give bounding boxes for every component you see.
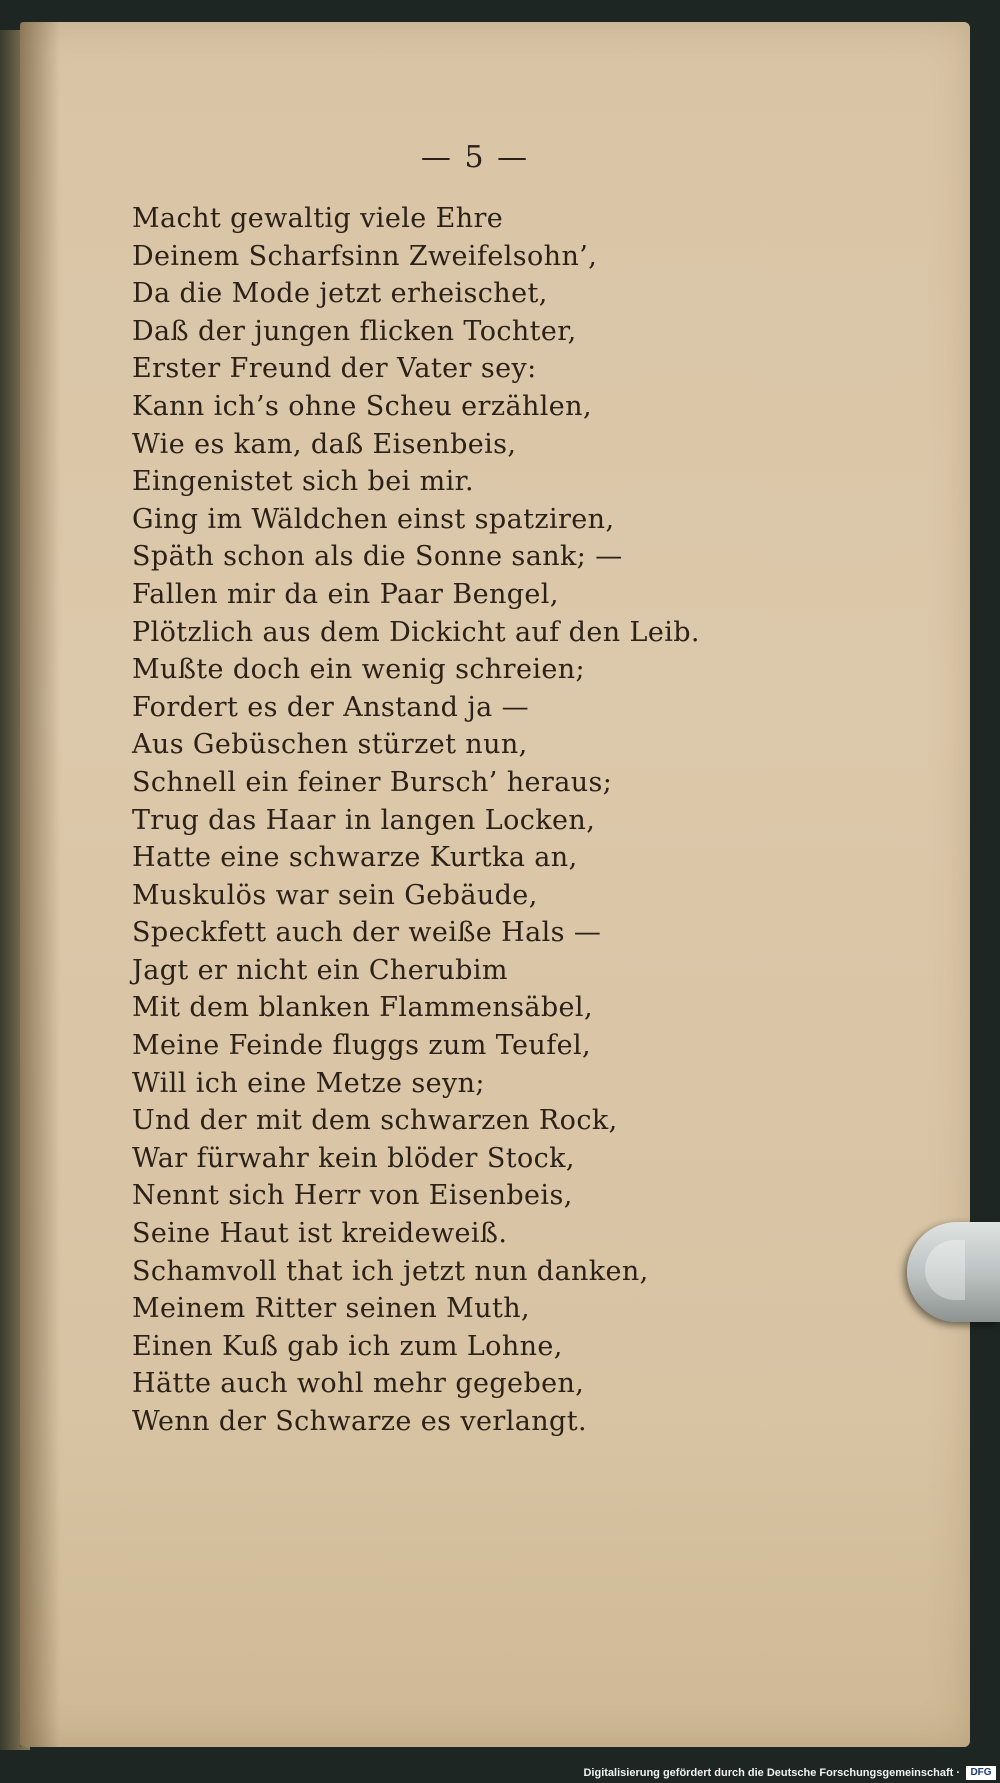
poem-line: Plötzlich aus dem Dickicht auf den Leib. [132, 616, 700, 648]
poem-line: Muskulös war sein Gebäude, [132, 879, 538, 911]
digitization-credit: Digitalisierung gefördert durch die Deutsche Forschungsgemeinschaft · [583, 1767, 960, 1779]
poem-line: Mußte doch ein wenig schreien; [132, 654, 586, 686]
poem-line: Fallen mir da ein Paar Bengel, [132, 578, 559, 610]
poem-line: Schnell ein feiner Bursch’ heraus; [132, 766, 613, 798]
poem-line: Ging im Wäldchen einst spatziren, [132, 503, 615, 535]
poem-line: Trug das Haar in langen Locken, [132, 804, 596, 836]
poem-line: Hätte auch wohl mehr gegeben, [132, 1368, 585, 1400]
poem-line: Nennt sich Herr von Eisenbeis, [132, 1180, 573, 1212]
page-number: — 5 — [420, 140, 530, 175]
poem-line: Jagt er nicht ein Cherubim [132, 954, 508, 986]
poem-line: Späth schon als die Sonne sank; — [132, 541, 623, 573]
poem-line: Meinem Ritter seinen Muth, [132, 1293, 531, 1325]
poem-line: Wenn der Schwarze es verlangt. [132, 1406, 587, 1437]
poem-line: Erster Freund der Vater sey: [132, 353, 537, 385]
poem-line: Einen Kuß gab ich zum Lohne, [132, 1330, 563, 1362]
dfg-logo: DFG [966, 1766, 996, 1780]
poem-line: Wie es kam, daß Eisenbeis, [132, 428, 517, 460]
poem-line: Aus Gebüschen stürzet nun, [132, 729, 528, 761]
poem-line: Kann ich’s ohne Scheu erzählen, [132, 390, 592, 422]
poem-line: Will ich eine Metze seyn; [132, 1067, 485, 1099]
poem-line: Deinem Scharfsinn Zweifelsohn’, [132, 240, 598, 272]
poem-line: Macht gewaltig viele Ehre [132, 203, 504, 234]
poem-line: Daß der jungen flicken Tochter, [132, 315, 577, 347]
poem-line: Da die Mode jetzt erheischet, [132, 278, 548, 310]
poem-line: Und der mit dem schwarzen Rock, [132, 1105, 618, 1137]
poem-line: Eingenistet sich bei mir. [132, 466, 474, 498]
poem-line: Mit dem blanken Flammensäbel, [132, 992, 593, 1024]
poem-line: Seine Haut ist kreideweiß. [132, 1218, 508, 1250]
poem-line: Meine Feinde fluggs zum Teufel, [132, 1030, 592, 1062]
poem-line: Hatte eine schwarze Kurtka an, [132, 842, 578, 874]
gutter-shadow [20, 22, 60, 1747]
poem-text [132, 200, 700, 1441]
poem-line: War fürwahr kein blöder Stock, [132, 1142, 575, 1174]
poem-line: Speckfett auch der weiße Hals — [132, 917, 602, 949]
poem-line: Fordert es der Anstand ja — [132, 691, 529, 723]
poem-line: Schamvoll that ich jetzt nun danken, [132, 1255, 649, 1287]
